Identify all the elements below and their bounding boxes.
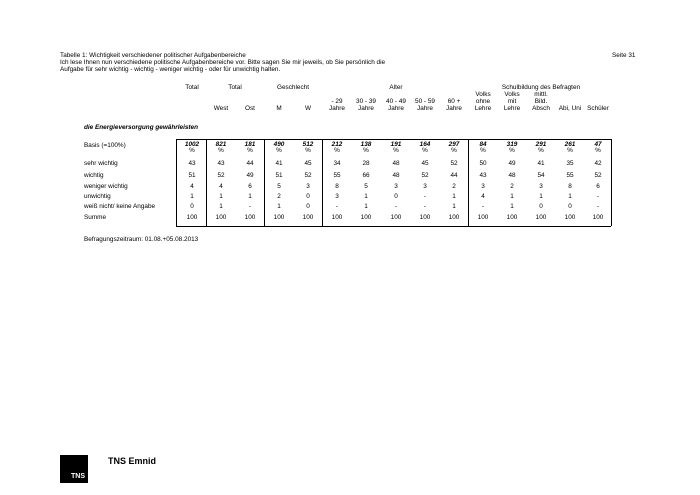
table-cell: - <box>423 193 427 200</box>
column-header: West <box>213 105 229 112</box>
table-cell: - <box>248 203 252 210</box>
basis-value: 490 <box>273 141 285 148</box>
table-cell: 55 <box>566 172 574 179</box>
basis-value: 821 <box>215 141 227 148</box>
basis-unit: % <box>363 147 369 154</box>
table-cell: 100 <box>215 214 227 221</box>
table-border-top <box>176 139 611 140</box>
table-cell: 100 <box>419 214 431 221</box>
table-cell: 1 <box>364 203 368 210</box>
column-header: Jahre <box>417 105 433 112</box>
group-header: Alter <box>389 84 403 91</box>
group-header: Geschlecht <box>277 84 309 91</box>
row-label: weniger wichtig <box>84 183 128 190</box>
logo-text: TNS <box>71 473 85 480</box>
row-label: Basis (=100%) <box>84 142 126 149</box>
basis-value: 164 <box>419 141 431 148</box>
table-cell: 43 <box>188 160 196 167</box>
table-cell: 52 <box>217 172 225 179</box>
basis-unit: % <box>334 147 340 154</box>
table-cell: 1 <box>364 193 368 200</box>
table-cell: 49 <box>246 172 254 179</box>
table-cell: - <box>394 203 398 210</box>
column-header: mit <box>507 98 517 105</box>
basis-unit: % <box>480 147 486 154</box>
column-header: Absch <box>532 105 550 112</box>
table-cell: 48 <box>392 172 400 179</box>
row-label: Summe <box>84 214 107 221</box>
table-cell: 3 <box>306 183 310 190</box>
table-cell: 4 <box>219 183 223 190</box>
footnote: Befragungszeitraum: 01.08.+05.08.2013 <box>84 236 199 243</box>
table-cell: 1 <box>248 193 252 200</box>
table-cell: 50 <box>479 160 487 167</box>
table-cell: 43 <box>217 160 225 167</box>
basis-unit: % <box>509 147 515 154</box>
table-cell: 51 <box>275 172 283 179</box>
table-cell: 52 <box>421 172 429 179</box>
basis-unit: % <box>218 147 224 154</box>
table-cell: - <box>596 203 600 210</box>
title-line: Aufgabe für sehr wichtig - wichtig - weniger wichtig - oder für unwichtig halten. <box>60 66 281 74</box>
column-header: M <box>276 105 282 112</box>
column-header: Volks <box>475 91 491 98</box>
table-cell: 48 <box>508 172 516 179</box>
table-cell: 100 <box>506 214 518 221</box>
table-cell: 44 <box>246 160 254 167</box>
table-cell: 5 <box>277 183 281 190</box>
column-header: Jahre <box>446 105 462 112</box>
table-cell: 2 <box>452 183 456 190</box>
table-cell: 100 <box>535 214 547 221</box>
table-cell: 3 <box>394 183 398 190</box>
basis-unit: % <box>451 147 457 154</box>
table-cell: 1 <box>452 193 456 200</box>
table-cell: 8 <box>568 183 572 190</box>
table-cell: 1 <box>510 193 514 200</box>
table-cell: 41 <box>537 160 545 167</box>
column-divider <box>264 139 265 226</box>
table-cell: 52 <box>304 172 312 179</box>
table-cell: 0 <box>394 193 398 200</box>
table-cell: 100 <box>302 214 314 221</box>
table-cell: 55 <box>333 172 341 179</box>
brand-name: TNS Emnid <box>108 456 157 466</box>
column-header: W <box>304 105 312 112</box>
group-header: Total <box>228 84 242 91</box>
column-header: Volks <box>504 91 520 98</box>
basis-unit: % <box>189 147 195 154</box>
basis-unit: % <box>305 147 311 154</box>
table-cell: 6 <box>248 183 252 190</box>
column-header: Jahre <box>358 105 374 112</box>
column-header: 40 - 49 <box>386 98 406 105</box>
column-header: 30 - 39 <box>356 98 376 105</box>
table-cell: 54 <box>537 172 545 179</box>
table-cell: 34 <box>333 160 341 167</box>
table-cell: 45 <box>421 160 429 167</box>
group-header: Schulbildung des Befragten <box>501 84 581 91</box>
table-cell: 52 <box>450 160 458 167</box>
column-header: - 29 <box>331 98 343 105</box>
column-header: 50 - 59 <box>415 98 435 105</box>
row-label: weiß nicht/ keine Angabe <box>84 203 156 210</box>
table-cell: 1 <box>219 203 223 210</box>
row-label: sehr wichtig <box>84 160 118 167</box>
column-header: 60 + <box>447 98 461 105</box>
table-cell: 0 <box>539 203 543 210</box>
table-cell: 4 <box>190 183 194 190</box>
basis-unit: % <box>393 147 399 154</box>
table-border-bottom <box>176 226 611 227</box>
basis-value: 138 <box>360 141 372 148</box>
table-cell: 1 <box>277 203 281 210</box>
column-header: Jahre <box>388 105 404 112</box>
basis-unit: % <box>567 147 573 154</box>
table-title <box>60 52 385 74</box>
basis-value: 191 <box>390 141 402 148</box>
row-label: unwichtig <box>84 193 111 200</box>
table-cell: 66 <box>362 172 370 179</box>
basis-value: 181 <box>244 141 256 148</box>
title-line: Tabelle 1: Wichtigkeit verschiedener politischer Aufgabenbereiche <box>60 52 246 59</box>
table-cell: 2 <box>510 183 514 190</box>
table-cell: 0 <box>190 203 194 210</box>
basis-value: 84 <box>479 141 487 148</box>
table-cell: 45 <box>304 160 312 167</box>
basis-value: 297 <box>448 141 460 148</box>
table-cell: - <box>423 203 427 210</box>
table-cell: 42 <box>594 160 602 167</box>
table-cell: 100 <box>592 214 604 221</box>
column-divider <box>322 139 323 226</box>
table-cell: 3 <box>481 183 485 190</box>
column-header: Lehre <box>474 105 492 112</box>
group-header: Total <box>185 84 199 91</box>
table-cell: 0 <box>306 193 310 200</box>
basis-unit: % <box>276 147 282 154</box>
column-header: Bild. <box>534 98 548 105</box>
table-cell: 4 <box>481 193 485 200</box>
column-divider <box>468 139 469 226</box>
column-divider <box>611 139 612 226</box>
column-header: Lehre <box>503 105 521 112</box>
table-cell: 44 <box>450 172 458 179</box>
table-cell: - <box>481 203 485 210</box>
table-cell: 43 <box>479 172 487 179</box>
table-cell: 100 <box>390 214 402 221</box>
basis-value: 512 <box>302 141 314 148</box>
row-label: wichtig <box>84 172 104 179</box>
basis-value: 1002 <box>184 141 200 148</box>
tns-logo <box>60 455 88 483</box>
section-title: die Energieversorgung gewährleisten <box>84 124 198 131</box>
basis-value: 261 <box>564 141 576 148</box>
basis-unit: % <box>595 147 601 154</box>
basis-value: 212 <box>331 141 343 148</box>
table-cell: 100 <box>360 214 372 221</box>
table-cell: 51 <box>188 172 196 179</box>
table-cell: - <box>596 193 600 200</box>
table-cell: 28 <box>362 160 370 167</box>
table-cell: 35 <box>566 160 574 167</box>
basis-unit: % <box>538 147 544 154</box>
table-cell: 49 <box>508 160 516 167</box>
table-cell: 1 <box>190 193 194 200</box>
basis-value: 319 <box>506 141 518 148</box>
table-cell: 52 <box>594 172 602 179</box>
table-cell: 100 <box>186 214 198 221</box>
column-header: Abi, Uni <box>558 105 582 112</box>
table-cell: 100 <box>331 214 343 221</box>
table-cell: 0 <box>568 203 572 210</box>
column-divider <box>176 139 177 226</box>
table-cell: 1 <box>452 203 456 210</box>
column-header: mittl. <box>534 91 548 98</box>
table-cell: 1 <box>510 203 514 210</box>
basis-value: 47 <box>594 141 602 148</box>
table-cell: 1 <box>219 193 223 200</box>
table-cell: 8 <box>335 183 339 190</box>
column-header: Ost <box>245 105 255 112</box>
column-header: Schüler <box>587 105 609 112</box>
table-cell: 1 <box>539 193 543 200</box>
table-cell: 100 <box>448 214 460 221</box>
table-cell: 100 <box>564 214 576 221</box>
table-cell: 3 <box>539 183 543 190</box>
table-cell: 1 <box>568 193 572 200</box>
table-cell: 0 <box>306 203 310 210</box>
basis-value: 291 <box>535 141 547 148</box>
table-cell: 100 <box>273 214 285 221</box>
basis-unit: % <box>422 147 428 154</box>
table-cell: 100 <box>244 214 256 221</box>
table-cell: 100 <box>477 214 489 221</box>
table-cell: 48 <box>392 160 400 167</box>
table-cell: 5 <box>364 183 368 190</box>
basis-unit: % <box>247 147 253 154</box>
table-cell: 41 <box>275 160 283 167</box>
table-cell: 3 <box>335 193 339 200</box>
table-cell: 6 <box>596 183 600 190</box>
table-cell: - <box>335 203 339 210</box>
page-number: Seite 31 <box>612 52 636 59</box>
title-line: Ich lese Ihnen nun verschiedene politische Aufgabenbereiche vor. Bitte sagen Sie mir jeweils, ob Sie persönlich die <box>60 59 386 67</box>
column-divider <box>206 139 207 226</box>
table-cell: 3 <box>423 183 427 190</box>
column-header: Jahre <box>329 105 345 112</box>
column-header: ohne <box>475 98 491 105</box>
table-cell: 2 <box>277 193 281 200</box>
